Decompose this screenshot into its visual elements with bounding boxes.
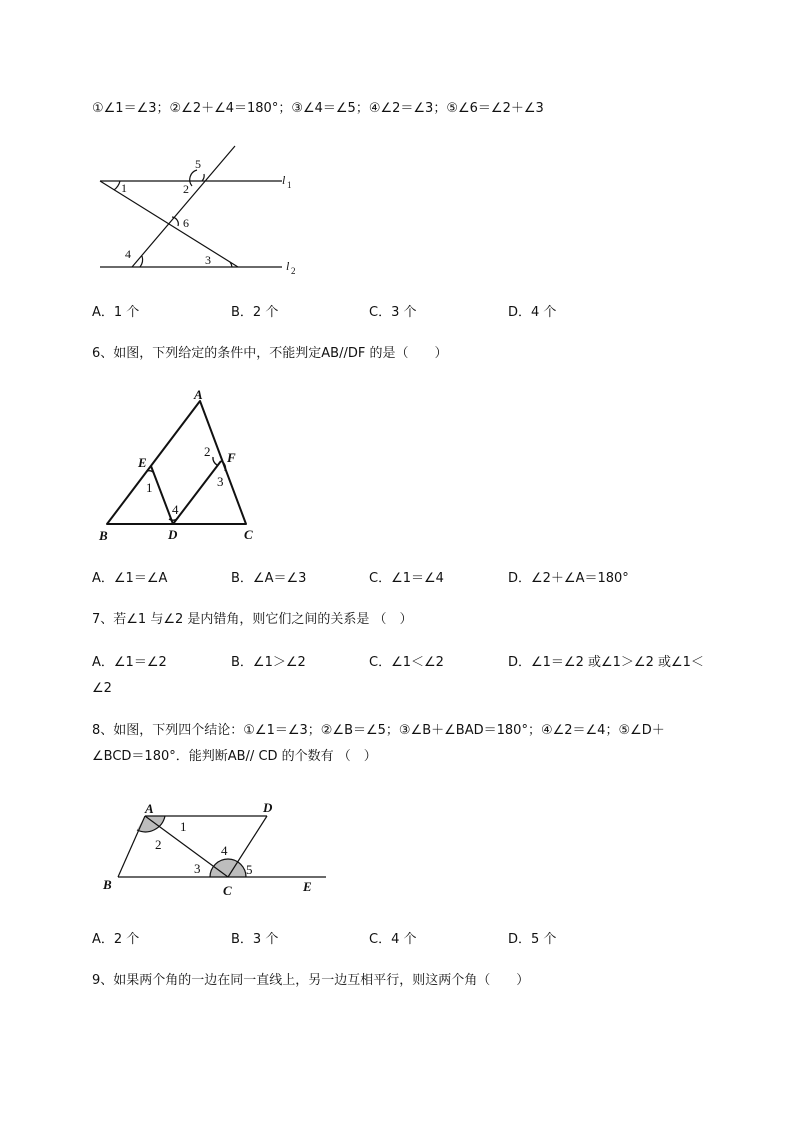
q5-label-l2: l: [286, 259, 290, 273]
q5-label-2: 2: [183, 182, 189, 196]
q8-label-c: C: [223, 883, 232, 898]
q8-option-b: B．3 个: [231, 932, 279, 947]
q5-option-a: A．1 个: [92, 305, 140, 320]
q8-label-e: E: [303, 879, 312, 894]
q8-label-4: 4: [221, 843, 228, 858]
q8-label-a: A: [145, 801, 154, 816]
q6-label-1: 1: [146, 480, 153, 495]
q5-option-d: D．4 个: [508, 305, 557, 320]
q6-label-a: A: [194, 387, 203, 402]
q8-option-d: D．5 个: [508, 932, 557, 947]
q7-option-c: C．∠1＜∠2: [369, 655, 444, 670]
q6-label-f: F: [227, 450, 236, 465]
segments-ed-df: [151, 461, 221, 524]
q5-label-3: 3: [205, 253, 211, 267]
q5-option-c: C．3 个: [369, 305, 417, 320]
q6-label-b: B: [99, 528, 108, 543]
q8-label-d: D: [263, 800, 273, 815]
q7-option-b: B．∠1＞∠2: [231, 655, 306, 670]
q6-label-c: C: [244, 527, 253, 542]
q5-label-5: 5: [195, 157, 201, 171]
q6-label-4: 4: [172, 502, 179, 517]
q7-option-d: D．∠1＝∠2 或∠1＞∠2 或∠1＜: [508, 655, 704, 670]
q5-statements: ①∠1＝∠3；②∠2＋∠4＝180°；③∠4＝∠5；④∠2＝∠3；⑤∠6＝∠2＋∠3: [92, 101, 544, 116]
q9-stem: 9、如果两个角的一边在同一直线上，另一边互相平行，则这两个角（ ）: [92, 973, 530, 988]
q5-label-l1: l: [282, 173, 286, 187]
q6-label-e: E: [138, 455, 147, 470]
q8-stem-line1: 8、如图，下列四个结论：①∠1＝∠3；②∠B＝∠5；③∠B＋∠BAD＝180°；④∠2＝∠4；⑤∠D＋: [92, 723, 665, 738]
q7-option-a: A．∠1＝∠2: [92, 655, 167, 670]
q5-label-1: 1: [121, 181, 127, 195]
q6-stem: 6、如图，下列给定的条件中，不能判定AB//DF 的是（ ）: [92, 346, 448, 361]
q8-option-c: C．4 个: [369, 932, 417, 947]
q8-label-5: 5: [246, 862, 253, 877]
q8-figure: [98, 795, 338, 905]
q8-stem-line2: ∠BCD＝180°．能判断AB// CD 的个数有 （ ）: [92, 749, 377, 764]
q6-option-a: A．∠1＝∠A: [92, 571, 168, 586]
q8-label-2: 2: [155, 837, 162, 852]
transversal-2: [132, 146, 235, 267]
q8-label-b: B: [103, 877, 112, 892]
q7-option-d-wrap: ∠2: [92, 681, 112, 696]
q6-figure: [95, 385, 270, 545]
q6-label-3: 3: [217, 474, 224, 489]
q6-label-2: 2: [204, 444, 211, 459]
q5-label-l1-sub: 1: [287, 180, 292, 190]
q5-label-4: 4: [125, 247, 131, 261]
q5-option-b: B．2 个: [231, 305, 279, 320]
q8-option-a: A．2 个: [92, 932, 140, 947]
q8-label-1: 1: [180, 819, 187, 834]
q6-label-d: D: [168, 527, 178, 542]
q8-label-3: 3: [194, 861, 201, 876]
q5-label-6: 6: [183, 216, 189, 230]
q5-figure: [90, 140, 320, 285]
q6-option-b: B．∠A＝∠3: [231, 571, 307, 586]
q5-label-l2-sub: 2: [291, 266, 296, 276]
q6-option-c: C．∠1＝∠4: [369, 571, 444, 586]
segment-ab: [118, 816, 145, 877]
q6-option-d: D．∠2＋∠A＝180°: [508, 571, 629, 586]
q7-stem: 7、若∠1 与∠2 是内错角，则它们之间的关系是 （ ）: [92, 612, 413, 627]
